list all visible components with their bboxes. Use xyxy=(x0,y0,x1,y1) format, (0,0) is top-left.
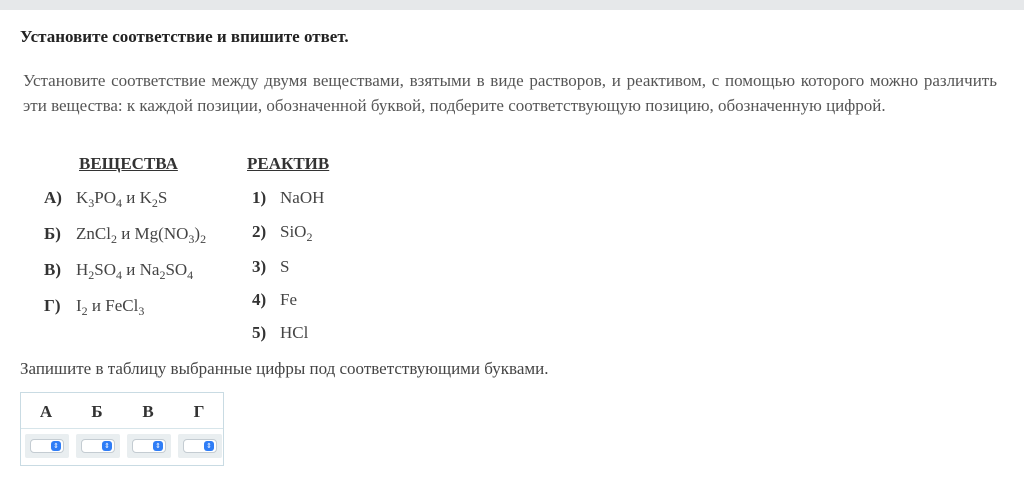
reagent-number: 2) xyxy=(252,222,267,241)
answer-cell-b xyxy=(76,434,120,458)
task-intro: Установите соответствие между двумя веществами, взятыми в виде растворов, и реактивом, с помощью которого можно различить эти вещества: к каждой позиции, обозначенной буквой, подберите соответствующую позицию, обозначенную цифрой. xyxy=(23,71,997,115)
chevron-updown-icon: ⇕ xyxy=(153,441,163,451)
reagent-formula: Fe xyxy=(280,290,297,309)
answer-select-v[interactable] xyxy=(132,439,166,453)
answer-header-a: А xyxy=(39,402,53,421)
reagent-header: РЕАКТИВ xyxy=(247,154,330,173)
reagent-number: 1) xyxy=(252,188,267,207)
answer-instruction: Запишите в таблицу выбранные цифры под соответствующими буквами. xyxy=(20,359,549,378)
reagent-number: 3) xyxy=(252,257,267,276)
substance-item-g xyxy=(44,296,144,316)
substance-item-a xyxy=(44,188,167,208)
substance-item-b xyxy=(44,224,206,244)
reagent-item-1 xyxy=(252,188,324,208)
reagent-item-5 xyxy=(252,323,308,343)
answer-header-g: Г xyxy=(193,402,205,421)
answer-cell-g xyxy=(178,434,222,458)
substance-item-v xyxy=(44,260,193,280)
substances-header: ВЕЩЕСТВА xyxy=(79,154,178,173)
answer-cell-v xyxy=(127,434,171,458)
substance-letter: А) xyxy=(44,188,62,207)
reagent-item-3 xyxy=(252,257,289,277)
task-heading: Установите соответствие и впишите ответ. xyxy=(20,27,349,46)
reagent-item-2 xyxy=(252,222,312,242)
answer-header-v: В xyxy=(142,402,154,421)
top-bar xyxy=(0,0,1024,10)
answer-table xyxy=(20,392,224,466)
substance-formula: ZnCl$_2$ и $Mg(NO_3)_2$ xyxy=(76,224,207,246)
substance-letter: Г) xyxy=(44,296,61,315)
substance-letter: Б) xyxy=(44,224,61,243)
reagent-number: 5) xyxy=(252,323,267,342)
substance-formula: $K_3PO_4$ и $K_2S$ xyxy=(76,188,168,210)
answer-cell-a xyxy=(25,434,69,458)
chevron-updown-icon: ⇕ xyxy=(204,441,214,451)
answer-select-g[interactable] xyxy=(183,439,217,453)
reagent-formula: S xyxy=(280,257,290,276)
substance-formula: $H_2SO_4$ и $Na_2SO_4$ xyxy=(76,260,194,282)
answer-select-b[interactable] xyxy=(81,439,115,453)
reagent-number: 4) xyxy=(252,290,267,309)
reagent-formula: SiO$_2$ xyxy=(280,222,313,244)
reagent-item-4 xyxy=(252,290,297,310)
chevron-updown-icon: ⇕ xyxy=(51,441,61,451)
answer-header-b: Б xyxy=(91,402,103,421)
answer-table-divider xyxy=(21,428,223,429)
reagent-formula: NaOH xyxy=(280,188,325,207)
answer-select-a[interactable] xyxy=(30,439,64,453)
substance-formula: $I_2$ и FeCl$_3$ xyxy=(76,296,145,318)
substance-letter: В) xyxy=(44,260,61,279)
chevron-updown-icon: ⇕ xyxy=(102,441,112,451)
reagent-formula: HCl xyxy=(280,323,309,342)
